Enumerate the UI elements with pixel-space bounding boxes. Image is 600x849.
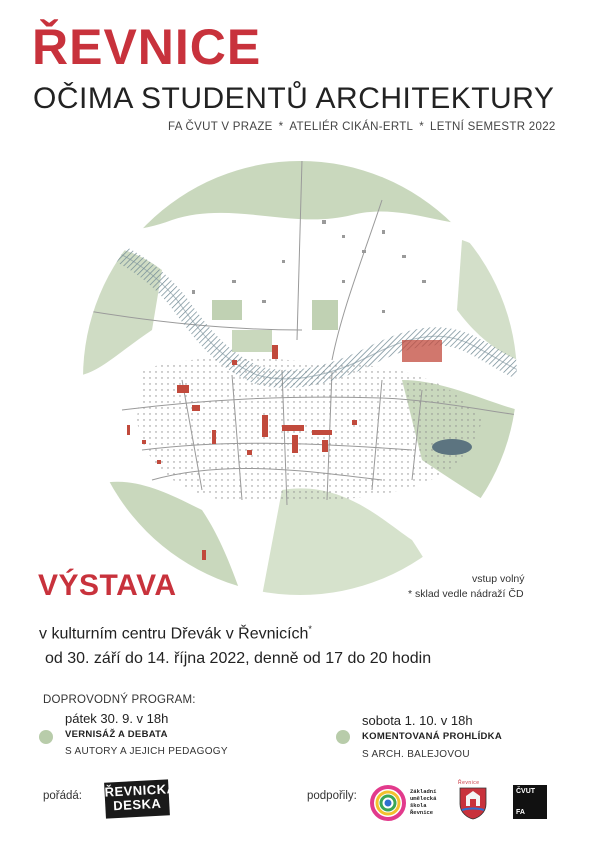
zus-line: Základní [410,788,437,795]
supporters-label: podpořily: [307,790,357,802]
town-label: Řevnice [458,780,480,786]
zus-line: umělecká [410,795,437,802]
venue-text: v kulturním centru Dřevák v Řevnicích [39,625,309,643]
city-map-illustration [82,160,518,596]
event-2-title: KOMENTOVANÁ PROHLÍDKA [362,731,503,742]
venue-line [39,624,312,643]
zus-logo-icon [370,785,406,821]
event-2-subtitle: S ARCH. BALEJOVOU [362,749,470,760]
exhibition-heading: VÝSTAVA [38,569,177,602]
event-1-subtitle: S AUTORY A JEJICH PEDAGOGY [65,746,228,757]
organizer-label: pořádá: [43,790,83,802]
dates-line: od 30. září do 14. října 2022, denně od 17 do 20 hodin [45,650,432,667]
venue-footnote: * sklad vedle nádraží ČD [408,588,524,600]
credit-separator: * [278,121,284,133]
entry-note: vstup volný [472,573,525,585]
program-label: DOPROVODNÝ PROGRAM: [43,694,196,706]
logo-line: DESKA [112,795,162,814]
event-1-date: pátek 30. 9. v 18h [65,711,169,726]
event-dot [39,730,53,744]
credit-atelier: ATELIÉR CIKÁN-ERTL [289,121,414,133]
cvut-logo-bottom: FA [516,809,525,816]
revnicka-deska-logo [104,779,177,818]
credit-faculty: FA ČVUT V PRAZE [168,121,273,133]
cvut-fa-logo [513,785,547,819]
town-coat-of-arms-icon [458,786,488,820]
event-2-date: sobota 1. 10. v 18h [362,713,473,728]
zus-line: škola [410,802,427,809]
venue-mark: * [308,624,312,634]
zus-logo-text [410,788,436,816]
event-1-title: VERNISÁŽ A DEBATA [65,729,168,740]
page-subtitle: OČIMA STUDENTŮ ARCHITEKTURY [33,82,555,115]
event-dot [336,730,350,744]
credits-line [168,121,556,133]
page-title: ŘEVNICE [32,19,262,75]
cvut-logo-top: ČVUT [516,788,536,795]
zus-line: Řevnice [410,809,434,816]
credit-semester: LETNÍ SEMESTR 2022 [430,121,556,133]
credit-separator: * [419,121,425,133]
logo-line: ŘEVNICKÁ [104,780,177,800]
